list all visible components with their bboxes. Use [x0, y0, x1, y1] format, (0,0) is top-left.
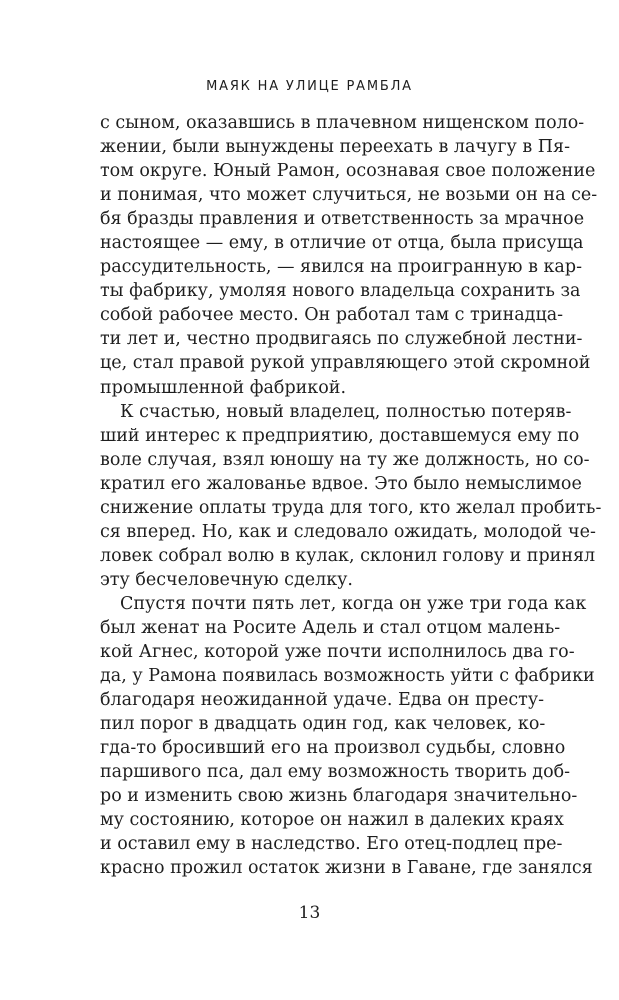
text-line: жении, были вынуждены переехать в лачугу в Пя-: [100, 137, 571, 158]
text-line: и понимая, что может случиться, не возьми он на се-: [100, 185, 598, 206]
text-line: том округе. Юный Рамон, осознавая свое положение: [100, 161, 596, 182]
text-line: ро и изменить свою жизнь благодаря значительно-: [100, 786, 578, 807]
paragraph-1: [100, 111, 598, 400]
text-line: эту бесчеловечную сделку.: [100, 569, 353, 590]
text-line: ший интерес к предприятию, доставшемуся ему по: [100, 425, 580, 446]
text-line: воле случая, взял юношу на ту же должность, но со-: [100, 449, 590, 470]
text-line: ловек собрал волю в кулак, склонил голову и принял: [100, 545, 596, 566]
running-title: МАЯК НА УЛИЦЕ РАМБЛА: [206, 79, 413, 94]
text-line: кратил его жалованье вдвое. Это было немыслимое: [100, 473, 582, 494]
text-line: це, стал правой рукой управляющего этой скромной: [100, 353, 591, 374]
text-line: и оставил ему в наследство. Его отец-подлец пре-: [100, 834, 563, 855]
text-line: бя бразды правления и ответственность за мрачное: [100, 209, 585, 230]
text-line: Спустя почти пять лет, когда он уже три года как: [120, 593, 587, 614]
text-line: настоящее — ему, в отличие от отца, была присуща: [100, 233, 584, 254]
text-line: гда-то бросивший его на произвол судьбы, словно: [100, 738, 566, 759]
text-line: с сыном, оказавшись в плачевном нищенском поло-: [100, 113, 585, 133]
paragraph-3: [100, 592, 595, 881]
text-line: пил порог в двадцать один год, как человек, ко-: [100, 714, 546, 735]
text-line: снижение оплаты труда для того, кто желал пробить-: [100, 497, 602, 518]
text-line: К счастью, новый владелец, полностью потеряв-: [120, 401, 572, 422]
text-line: да, у Рамона появилась возможность уйти с фабрики: [100, 666, 595, 687]
page-number: 13: [298, 903, 321, 923]
text-line: благодаря неожиданной удаче. Едва он престу-: [100, 690, 545, 711]
text-line: кой Агнес, которой уже почти исполнилось два го-: [100, 642, 575, 663]
paragraph-2: [100, 400, 602, 592]
body-text: [100, 111, 602, 881]
text-line: ти лет и, честно продвигаясь по служебной лестни-: [100, 329, 583, 350]
text-line: ты фабрику, умоляя нового владельца сохранить за: [100, 281, 581, 302]
text-line: промышленной фабрикой.: [100, 377, 347, 398]
text-line: был женат на Росите Адель и стал отцом малень-: [100, 617, 561, 638]
text-line: му состоянию, которое он нажил в далеких краях: [100, 810, 564, 831]
text-line: красно прожил остаток жизни в Гаване, где занялся: [100, 858, 593, 879]
text-line: ся вперед. Но, как и следовало ожидать, молодой че-: [100, 521, 596, 542]
text-line: рассудительность, — явился на проигранную в кар-: [100, 257, 582, 278]
text-line: паршивого пса, дал ему возможность творить доб-: [100, 762, 571, 783]
text-line: собой рабочее место. Он работал там с тринадца-: [100, 305, 564, 326]
